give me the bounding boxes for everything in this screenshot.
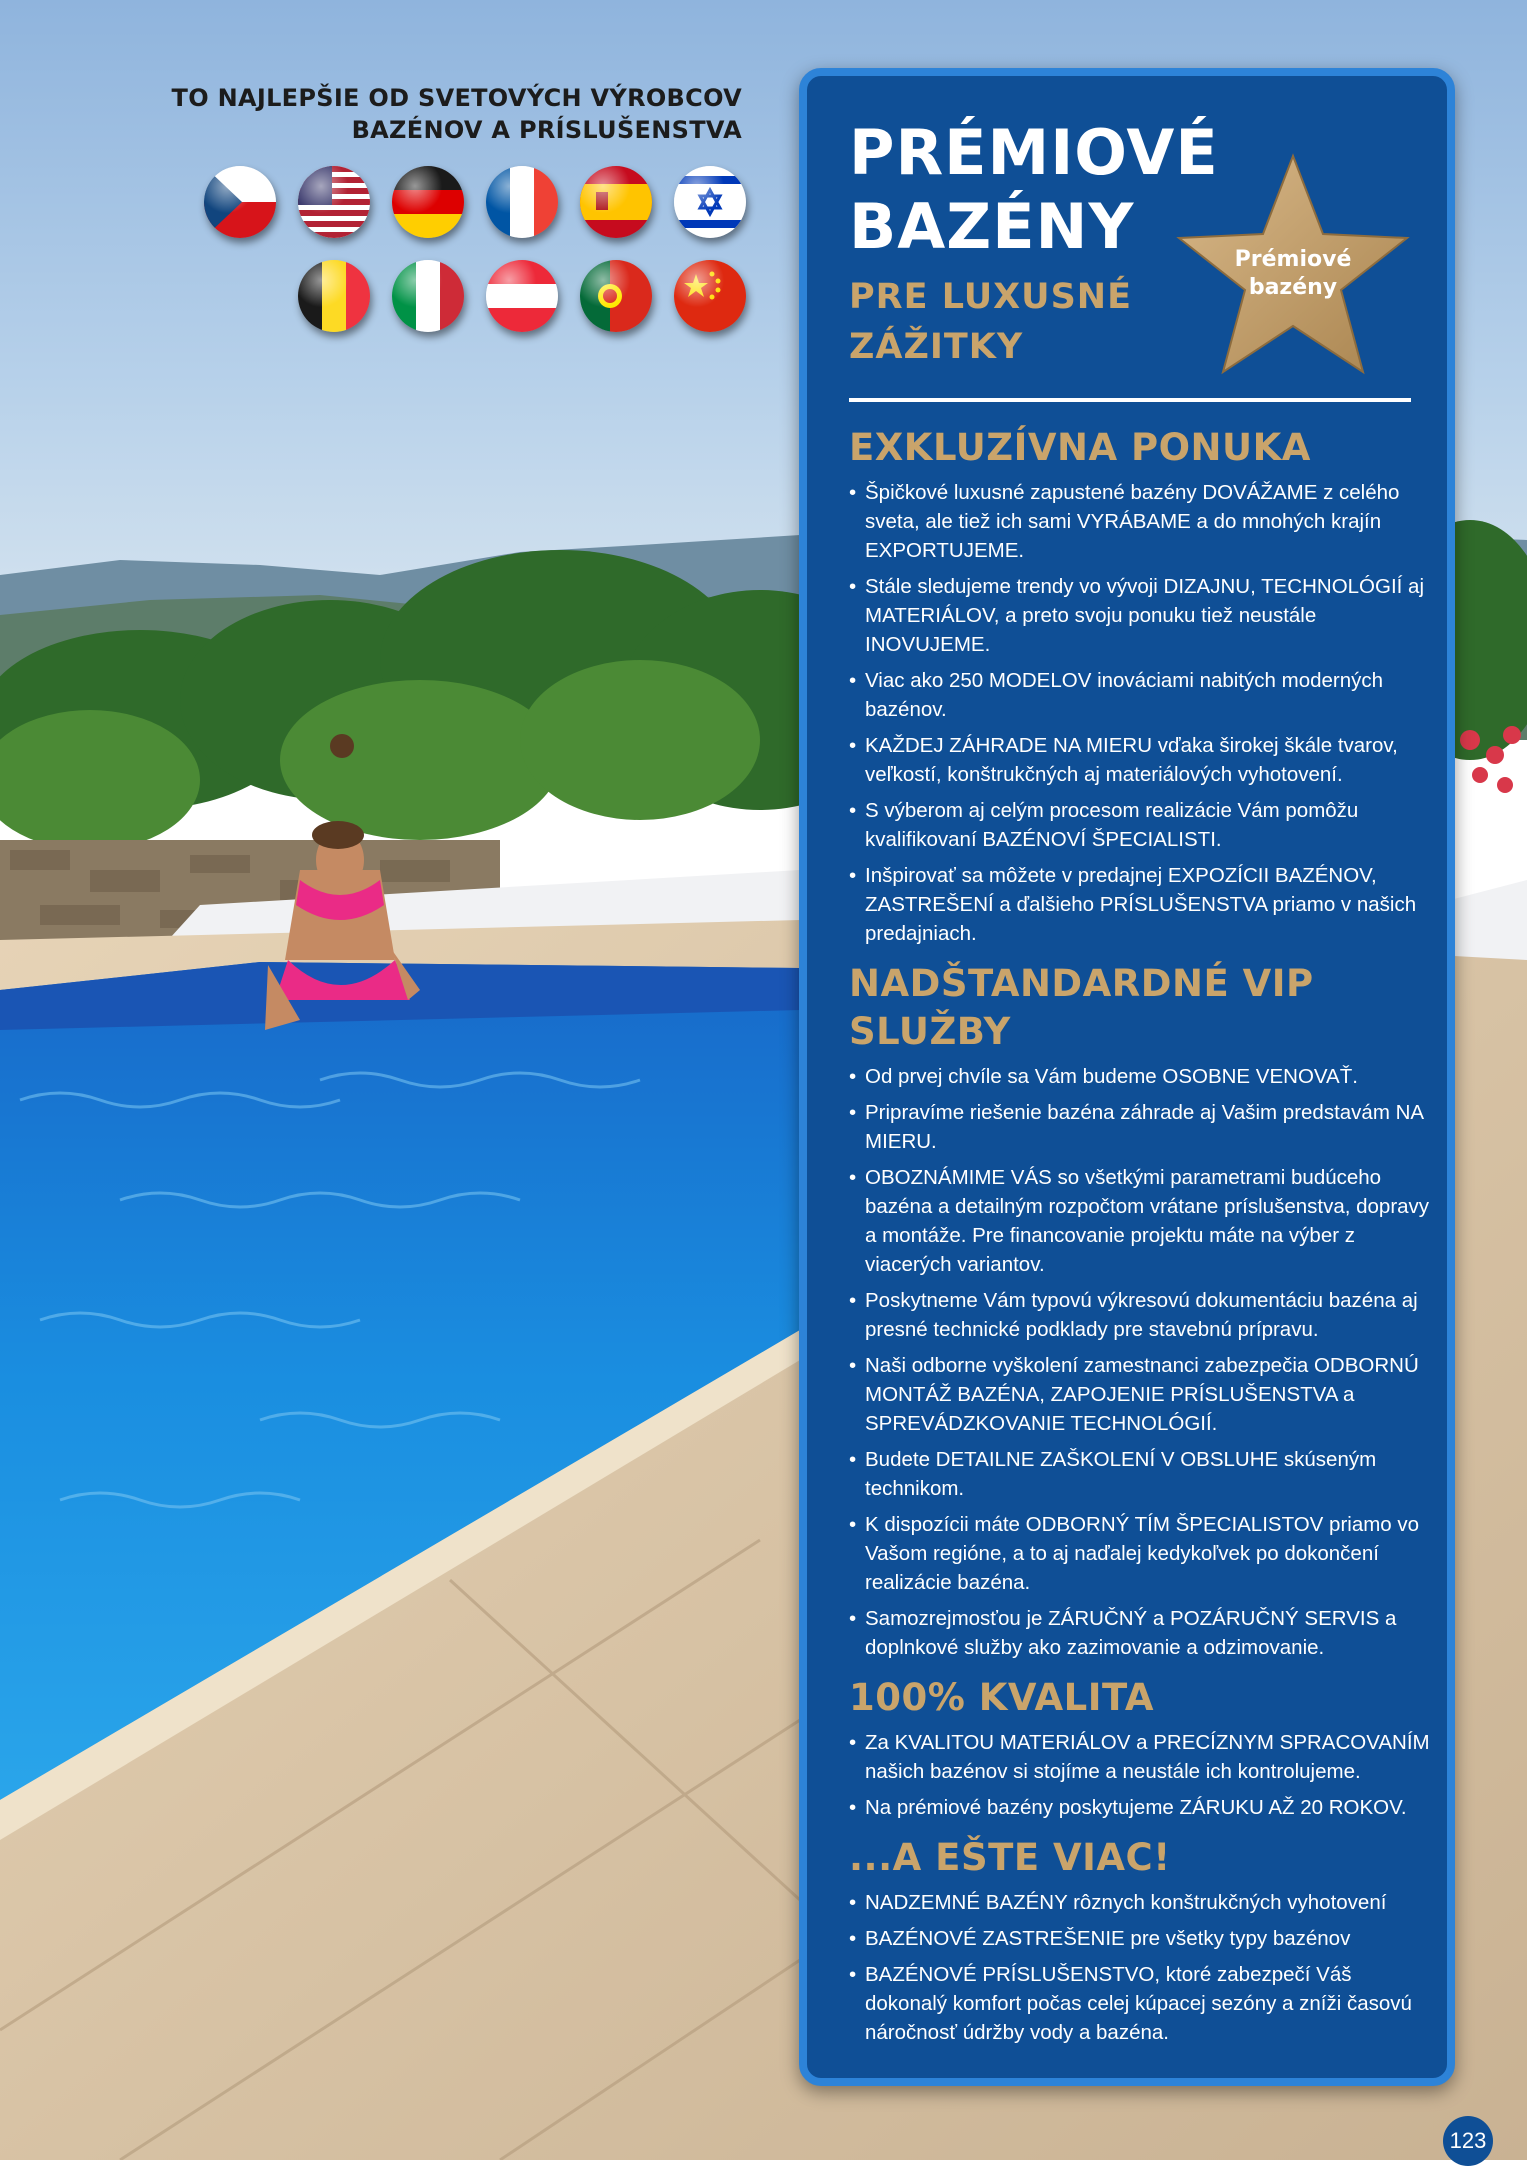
flag-portugal-icon xyxy=(580,260,652,332)
flag-germany-icon xyxy=(392,166,464,238)
list-item: • Pripravíme riešenie bazéna záhrade aj Vašim predstavám NA MIERU. xyxy=(849,1098,1439,1156)
flag-china-icon xyxy=(674,260,746,332)
flag-france-icon xyxy=(486,166,558,238)
list-item: • Naši odborne vyškolení zamestnanci zabezpečia ODBORNÚ MONTÁŽ BAZÉNA, ZAPOJENIE PRÍSLUŠENSTVA a SPREVÁDZKOVANIE TECHNOLÓGIÍ. xyxy=(849,1351,1439,1438)
panel-title-line-2: BAZÉNY xyxy=(849,190,1135,263)
section-and-more xyxy=(849,1834,1439,2047)
list-item: • Od prvej chvíle sa Vám budeme OSOBNE VENOVAŤ. xyxy=(849,1062,1439,1091)
header-line-2: BAZÉNOV A PRÍSLUŠENSTVA xyxy=(351,116,742,144)
star-label-line-1: Prémiové xyxy=(1234,247,1352,272)
header-line-1: TO NAJLEPŠIE OD SVETOVÝCH VÝROBCOV xyxy=(171,84,742,112)
list-item: • Stále sledujeme trendy vo vývoji DIZAJNU, TECHNOLÓGIÍ aj MATERIÁLOV, a preto svoju ponuku tiež neustále INOVUJEME. xyxy=(849,572,1439,659)
list-item: • Poskytneme Vám typovú výkresovú dokumentáciu bazéna aj presné technické podklady pre stavebnú prípravu. xyxy=(849,1286,1439,1344)
section-heading: NADŠTANDARDNÉ VIP SLUŽBY xyxy=(849,962,1314,1053)
list-item: • K dispozícii máte ODBORNÝ TÍM ŠPECIALISTOV priamo vo Vašom regióne, a to aj naďalej kedykoľvek po dokončení realizácie bazéna. xyxy=(849,1510,1439,1597)
section-heading: ...A EŠTE VIAC! xyxy=(849,1836,1171,1879)
flag-usa-icon xyxy=(298,166,370,238)
star-label xyxy=(1173,246,1413,302)
bullet-list xyxy=(849,1728,1439,1822)
bullet-list xyxy=(849,1888,1439,2047)
list-item: • Inšpirovať sa môžete v predajnej EXPOZÍCII BAZÉNOV, ZASTREŠENÍ a ďalšieho PRÍSLUŠENSTVA priamo v našich predajniach. xyxy=(849,861,1439,948)
panel-subtitle-line-2: ZÁŽITKY xyxy=(849,327,1024,367)
flag-spain-icon xyxy=(580,166,652,238)
panel-subtitle xyxy=(849,272,1132,372)
flag-czech-republic-icon xyxy=(204,166,276,238)
list-item: • Budete DETAILNE ZAŠKOLENÍ V OBSLUHE skúseným technikom. xyxy=(849,1445,1439,1503)
list-item: • S výberom aj celým procesom realizácie Vám pomôžu kvalifikovaní BAZÉNOVÍ ŠPECIALISTI. xyxy=(849,796,1439,854)
flag-italy-icon xyxy=(392,260,464,332)
panel-subtitle-line-1: PRE LUXUSNÉ xyxy=(849,277,1132,317)
panel-title xyxy=(849,116,1219,264)
section-quality xyxy=(849,1674,1439,1822)
list-item: • NADZEMNÉ BAZÉNY rôznych konštrukčných vyhotovení xyxy=(849,1888,1439,1917)
flag-belgium-icon xyxy=(298,260,370,332)
panel-divider xyxy=(849,398,1411,402)
section-vip-services xyxy=(849,960,1439,1662)
list-item: • Samozrejmosťou je ZÁRUČNÝ a POZÁRUČNÝ SERVIS a doplnkové služby ako zazimovanie a odzimovanie. xyxy=(849,1604,1439,1662)
flag-austria-icon xyxy=(486,260,558,332)
flag-israel-icon xyxy=(674,166,746,238)
list-item: • Na prémiové bazény poskytujeme ZÁRUKU AŽ 20 ROKOV. xyxy=(849,1793,1439,1822)
section-heading: 100% KVALITA xyxy=(849,1676,1154,1719)
list-item: • OBOZNÁMIME VÁS so všetkými parametrami budúceho bazéna a detailným rozpočtom vrátane príslušenstva, dopravy a montáže. Pre financovanie projektu máte na výber z viacerých variantov. xyxy=(849,1163,1439,1279)
panel-content xyxy=(849,412,1439,2054)
premium-info-panel xyxy=(799,68,1455,2086)
list-item: • BAZÉNOVÉ PRÍSLUŠENSTVO, ktoré zabezpečí Váš dokonalý komfort počas celej kúpacej sezóny a zníži časovú náročnosť údržby vody a bazéna. xyxy=(849,1960,1439,2047)
bullet-list xyxy=(849,478,1439,948)
premium-star-badge xyxy=(1173,152,1413,382)
list-item: • Viac ako 250 MODELOV inováciami nabitých moderných bazénov. xyxy=(849,666,1439,724)
list-item: • Za KVALITOU MATERIÁLOV a PRECÍZNYM SPRACOVANÍM našich bazénov si stojíme a neustále ich kontrolujeme. xyxy=(849,1728,1439,1786)
header-tagline xyxy=(172,82,742,146)
section-exclusive-offer xyxy=(849,424,1439,948)
list-item: • Špičkové luxusné zapustené bazény DOVÁŽAME z celého sveta, ale tiež ich sami VYRÁBAME a do mnohých krajín EXPORTUJEME. xyxy=(849,478,1439,565)
list-item: • BAZÉNOVÉ ZASTREŠENIE pre všetky typy bazénov xyxy=(849,1924,1439,1953)
bullet-list xyxy=(849,1062,1439,1662)
star-label-line-2: bazény xyxy=(1248,275,1338,300)
panel-title-line-1: PRÉMIOVÉ xyxy=(849,116,1219,189)
page-number: 123 xyxy=(1443,2116,1493,2166)
list-item: • KAŽDEJ ZÁHRADE NA MIERU vďaka širokej škále tvarov, veľkostí, konštrukčných aj materiálových vyhotovení. xyxy=(849,731,1439,789)
section-heading: EXKLUZÍVNA PONUKA xyxy=(849,426,1311,469)
